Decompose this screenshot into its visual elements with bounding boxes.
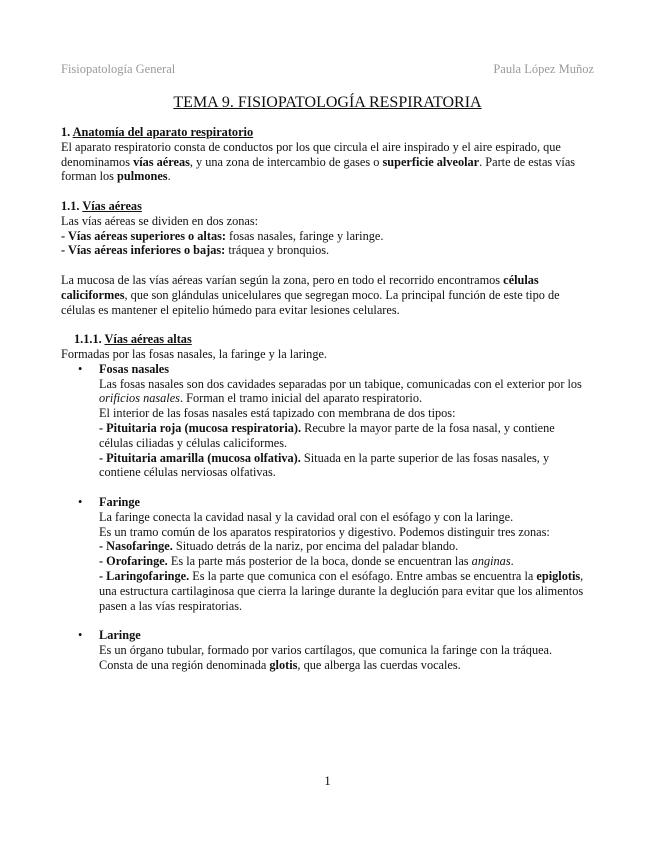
text-run: Situado detrás de la nariz, por encima del paladar blando. bbox=[172, 539, 459, 554]
italic-term: anginas bbox=[471, 554, 511, 569]
page-number: 1 bbox=[324, 773, 331, 788]
zone-item-upper bbox=[61, 229, 591, 244]
text-run: Las fosas nasales son dos cavidades separadas por un tabique, comunicadas con el exterior por los bbox=[99, 376, 582, 391]
text-run: . Forman el tramo inicial del aparato respiratorio. bbox=[179, 391, 423, 406]
bullet-heading: Laringe bbox=[99, 628, 141, 643]
bold-term: vías aéreas bbox=[133, 154, 190, 169]
section-number: 1.1.1. bbox=[74, 332, 102, 347]
header-right: Paula López Muñoz bbox=[493, 62, 594, 76]
bold-term: - Vías aéreas inferiores o bajas: bbox=[61, 243, 226, 258]
text-run: fosas nasales, faringe y laringe. bbox=[225, 228, 384, 243]
text-run: . bbox=[167, 169, 171, 184]
bullet-text: Es un tramo común de los aparatos respiratorios y digestivo. Podemos distinguir tres zonas: bbox=[99, 524, 550, 539]
text-run: Es la parte más posterior de la boca, donde se encuentran las bbox=[167, 554, 472, 569]
header-left: Fisiopatología General bbox=[61, 62, 176, 76]
text-run: , que alberga las cuerdas vocales. bbox=[297, 657, 461, 672]
section-1-1-intro: Las vías aéreas se dividen en dos zonas: bbox=[61, 213, 259, 228]
bullet-text: La faringe conecta la cavidad nasal y la cavidad oral con el esófago y con la laringe. bbox=[99, 509, 514, 524]
document-title: TEMA 9. FISIOPATOLOGÍA RESPIRATORIA bbox=[173, 94, 482, 111]
section-title: Anatomía del aparato respiratorio bbox=[72, 125, 254, 139]
bullet-faringe bbox=[61, 495, 591, 613]
document-body bbox=[61, 125, 591, 672]
bullet-icon: • bbox=[78, 628, 83, 643]
bullet-text bbox=[99, 377, 591, 407]
bullet-fosas-nasales bbox=[61, 362, 591, 480]
bullet-text: Es un órgano tubular, formado por varios cartílagos, que comunica la faringe con la tráquea. bbox=[99, 642, 553, 657]
bullet-text bbox=[99, 421, 591, 451]
bullet-text: El interior de las fosas nasales está tapizado con membrana de dos tipos: bbox=[99, 406, 456, 421]
bold-term: células caliciformes bbox=[61, 272, 539, 302]
bullet-heading: Fosas nasales bbox=[99, 361, 170, 376]
bullet-heading: Faringe bbox=[99, 494, 140, 509]
bold-term: - Laringofaringe. bbox=[99, 568, 190, 583]
bullet-text bbox=[99, 539, 591, 554]
text-run: . Parte de estas vías forman los bbox=[61, 154, 576, 184]
section-1-heading bbox=[61, 125, 591, 140]
text-run: , que son glándulas unicelulares que segregan moco. La principal función de este tipo de células es mantener el epitelio húmedo para evitar lesiones celulares. bbox=[61, 287, 560, 317]
text-run: Es la parte que comunica con el esófago. Entre ambas se encuentra la bbox=[189, 568, 537, 583]
section-1-paragraph bbox=[61, 140, 591, 184]
mucosa-paragraph bbox=[61, 273, 591, 317]
section-title: Vías aéreas bbox=[82, 198, 142, 213]
italic-term: orificios nasales bbox=[99, 391, 180, 406]
bold-term: glotis bbox=[269, 657, 298, 672]
bullet-icon: • bbox=[78, 494, 83, 509]
section-1-1-1-heading bbox=[61, 332, 591, 347]
section-title: Vías aéreas altas bbox=[104, 332, 192, 347]
bold-term: - Nasofaringe. bbox=[99, 539, 173, 554]
text-run: , una estructura cartilaginosa que cierra la laringe durante la deglución para evitar que los alimentos pasen a las vías respiratorias. bbox=[99, 568, 584, 613]
text-run: . bbox=[510, 554, 514, 569]
bold-term: - Vías aéreas superiores o altas: bbox=[61, 228, 226, 243]
zone-item-lower bbox=[61, 243, 591, 258]
bullet-icon: • bbox=[78, 361, 83, 376]
bold-term: superficie alveolar bbox=[382, 154, 480, 169]
section-number: 1.1. bbox=[61, 198, 80, 213]
bold-term: - Pituitaria roja (mucosa respiratoria). bbox=[99, 420, 302, 435]
bold-term: epiglotis bbox=[536, 568, 581, 583]
text-run: Consta de una región denominada bbox=[99, 657, 270, 672]
bullet-text bbox=[99, 569, 591, 613]
bullet-text bbox=[99, 658, 591, 673]
text-run: , y una zona de intercambio de gases o bbox=[189, 154, 383, 169]
bold-term: - Pituitaria amarilla (mucosa olfativa). bbox=[99, 450, 301, 465]
section-1-1-heading bbox=[61, 199, 591, 214]
text-run: Situada en la parte superior de las fosas nasales, y contiene células nerviosas olfativas. bbox=[99, 450, 550, 480]
bullet-text bbox=[99, 554, 591, 569]
bold-term: pulmones bbox=[117, 169, 168, 184]
section-number: 1. bbox=[61, 125, 71, 139]
bold-term: - Orofaringe. bbox=[99, 554, 168, 569]
bullet-text bbox=[99, 451, 591, 481]
text-run: Recubre la mayor parte de la fosa nasal, y contiene células ciliadas y células caliciformes. bbox=[99, 420, 555, 450]
text-run: La mucosa de las vías aéreas varían según la zona, pero en todo el recorrido encontramos bbox=[61, 272, 504, 287]
text-run: tráquea y bronquios. bbox=[225, 243, 330, 258]
section-1-1-1-intro: Formadas por las fosas nasales, la faringe y la laringe. bbox=[61, 346, 328, 361]
bullet-laringe bbox=[61, 628, 591, 672]
text-run: El aparato respiratorio consta de conductos por los que circula el aire inspirado y el aire espirado, que denominamos bbox=[61, 139, 561, 169]
